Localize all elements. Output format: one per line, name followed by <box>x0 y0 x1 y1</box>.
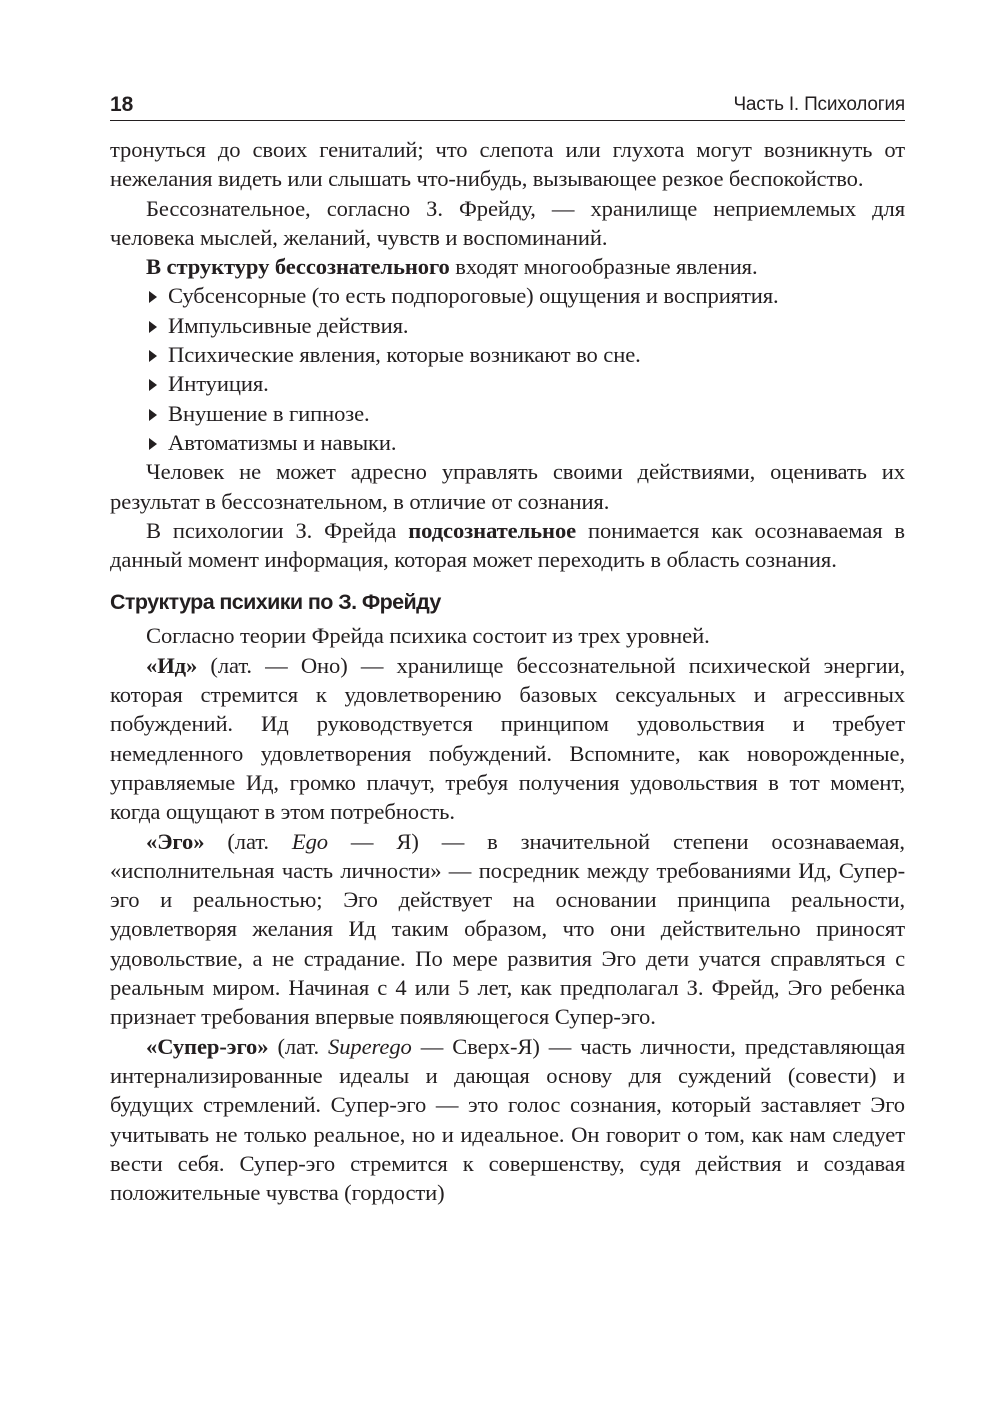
triangle-bullet-icon <box>149 438 157 450</box>
page-number: 18 <box>110 93 134 116</box>
paragraph-unconscious-definition: Бессознательное, согласно З. Фрейду, — хранилище неприемлемых для человека мыслей, желаний, чувств и воспоминаний. <box>110 195 905 250</box>
triangle-bullet-icon <box>149 409 157 421</box>
paragraph-subconscious: В психологии З. Фрейда подсознательное понимается как осознаваемая в данный момент информация, которая может переходить в область сознания. <box>110 517 905 573</box>
bold-term: В структуру бессознательного <box>146 254 450 280</box>
book-page <box>110 88 905 1207</box>
paragraph-intro: Согласно теории Фрейда психика состоит из трех уровней. <box>146 623 710 649</box>
paragraph-superego: «Супер-эго» (лат. Superego — Сверх-Я) — часть личности, представляющая интернализированные идеалы и дающая основу для суждений (совести) и будущих стремлений. Супер-эго — это голос сознания, который заставляет Эго учитывать не только реальное, но и идеальное. Он говорит о том, как нам следует вести себя. Супер-эго стремится к совершенству, судя действия и создавая положительные чувства (гордости) <box>110 1033 905 1206</box>
section-heading: Структура психики по З. Фрейду <box>110 590 441 615</box>
paragraph-unconscious-structure: В структуру бессознательного входят многообразные явления. <box>146 254 758 280</box>
triangle-bullet-icon <box>149 291 157 303</box>
list-item: Импульсивные действия. <box>110 311 905 340</box>
latin-ego: Ego <box>291 828 328 854</box>
paragraph-control: Человек не может адресно управлять своими действиями, оценивать их результат в бессознательном, в отличие от сознания. <box>110 459 905 514</box>
paragraph-ego: «Эго» (лат. Ego — Я) — в значительной степени осознаваемая, «исполнительная часть личности» — посредник между требованиями Ид, Супер-эго и реальностью; Эго действует на основании принципа реальности, удовлетворяя желания Ид таким образом, что они действительно приносят удовольствие, а не страдание. По мере развития Эго дети учатся справляться с реальным миром. Начиная с 4 или 5 лет, как предполагал З. Фрейд, Эго ребенка признает требования впервые появляющегося Супер-эго. <box>110 828 905 1030</box>
triangle-bullet-icon <box>149 350 157 362</box>
list-item: Субсенсорные (то есть подпороговые) ощущения и восприятия. <box>110 281 905 310</box>
list-item: Интуиция. <box>110 369 905 398</box>
latin-superego: Superego <box>328 1033 412 1059</box>
list-item: Психические явления, которые возникают во сне. <box>110 340 905 369</box>
bullet-list <box>110 281 905 457</box>
triangle-bullet-icon <box>149 321 157 333</box>
body-text <box>110 135 905 1207</box>
paragraph-id: «Ид» (лат. — Оно) — хранилище бессознательной психической энергии, которая стремится к удовлетворению базовых сексуальных и агрессивных побуждений. Ид руководствуется принципом удовольствия и требует немедленного удовлетворения побуждений. Вспомните, как новорожденные, управляемые Ид, громко плачут, требуя получения удовольствия в тот момент, когда ощущают в этом потребность. <box>110 652 905 825</box>
paragraph-continuation: тронуться до своих гениталий; что слепота или глухота могут возникнуть от нежелания видеть или слышать что-нибудь, вызывающее резкое беспокойство. <box>110 137 905 192</box>
list-item: Внушение в гипнозе. <box>110 399 905 428</box>
triangle-bullet-icon <box>149 379 157 391</box>
running-title: Часть I. Психология <box>733 94 905 115</box>
term-ego: «Эго» <box>146 828 205 854</box>
list-item: Автоматизмы и навыки. <box>110 428 905 457</box>
term-superego: «Супер-эго» <box>146 1033 269 1059</box>
term-id: «Ид» <box>146 652 198 678</box>
running-head <box>110 88 905 121</box>
bold-term: подсознательное <box>408 517 577 543</box>
